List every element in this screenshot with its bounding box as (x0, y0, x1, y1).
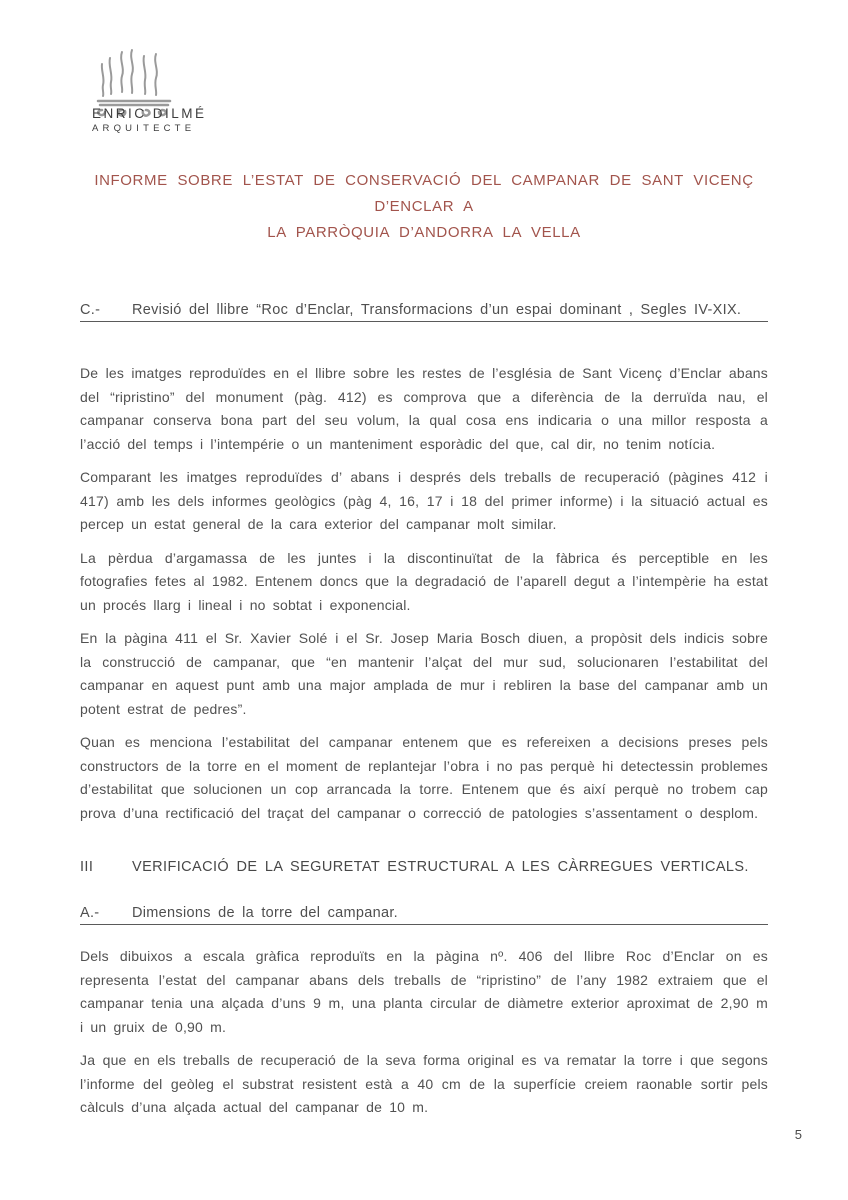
paragraph: De les imatges reproduïdes en el llibre sobre les restes de l’església de Sant Vicenç d’Enclar abans del “ripristino” del monument (pàg. 412) es comprova que a diferència de la derruïda nau, el campanar conserva bona part del seu volum, la qual cosa ens indicaria o una millor resposta a l’acció del temps i l’intempérie o un manteniment esporàdic del que, cal dir, no tenim notícia. (80, 365, 768, 452)
logo-name: ENRIC DILMÉ (92, 106, 207, 121)
section-iii-label: III (80, 859, 94, 875)
paragraph: Dels dibuixos a escala gràfica reproduïts en la pàgina nº. 406 del llibre Roc d’Enclar on es representa l’estat del campanar abans dels treballs de “ripristino” de l’any 1982 extraiem que el campanar tenia una alçada d’uns 9 m, una planta circular de diàmetre exterior aproximat de 2,90 m i un gruix de 0,90 m. (80, 948, 768, 1035)
section-heading-iii (80, 859, 768, 875)
paragraph: La pèrdua d’argamassa de les juntes i la discontinuïtat de la fàbrica és perceptible en les fotografies fetes al 1982. Entenem doncs que la degradació de l’aparell degut a l’intempèrie ha estat un procés llarg i lineal i no sobtat i exponencial. (80, 549, 768, 613)
page-number: 5 (794, 1127, 802, 1142)
paragraph: Ja que en els treballs de recuperació de la seva forma original es va rematar la torre i que segons l’informe del geòleg el substrat resistent està a 40 cm de la superfície creiem raonable sortir pels càlculs d’una alçada actual del campanar de 10 m. (80, 1052, 768, 1115)
paragraph: En la pàgina 411 el Sr. Xavier Solé i el Sr. Josep Maria Bosch diuen, a propòsit dels indicis sobre la construcció de campanar, que “en mantenir l’alçat del mur sud, solucionaren l’estabilitat del campanar en aquest punt amb una major amplada de mur i rebliren la base del campanar amb un potent estrat de pedres”. (80, 630, 768, 717)
section-a-text: Dimensions de la torre del campanar. (132, 905, 398, 921)
logo-subtitle: ARQUITECTE (92, 123, 196, 134)
paragraph: Quan es menciona l’estabilitat del campanar entenem que es refereixen a decisions preses pels constructors de la torre en el moment de replantejar l’obra i no pas perquè hi detectessin problemes d’estabilitat que solucionen un cop arrancada la torre. Entenem que és així perquè no trobem cap prova d’una rectificació del traçat del campanar o correcció de patologies s’assentament o desplom. (80, 734, 768, 821)
section-c-text: Revisió del llibre “Roc d’Enclar, Transformacions d’un espai dominant , Segles IV-XIX. (132, 302, 742, 318)
section-a-label: A.- (80, 905, 100, 921)
section-heading-a (80, 905, 768, 925)
section-c-label: C.- (80, 302, 101, 318)
body-text-block-2 (80, 945, 768, 1120)
paragraph: Comparant les imatges reproduïdes d’ abans i després dels treballs de recuperació (pàgines 412 i 417) amb les dels informes geològics (pàg 4, 16, 17 i 18 del primer informe) i la situació actual es percep un estat general de la cara exterior del campanar molt similar. (80, 469, 768, 532)
document-title-line1: INFORME SOBRE L’ESTAT DE CONSERVACIÓ DEL CAMPANAR DE SANT VICENÇ D’ENCLAR A (94, 172, 754, 215)
document-title-line2: LA PARRÒQUIA D’ANDORRA LA VELLA (267, 224, 581, 241)
architect-logo (92, 48, 207, 134)
document-title (80, 168, 768, 246)
section-heading-c (80, 302, 768, 322)
body-text-block-1 (80, 362, 768, 825)
section-iii-text: VERIFICACIÓ DE LA SEGURETAT ESTRUCTURAL A LES CÀRREGUES VERTICALS. (132, 859, 749, 875)
